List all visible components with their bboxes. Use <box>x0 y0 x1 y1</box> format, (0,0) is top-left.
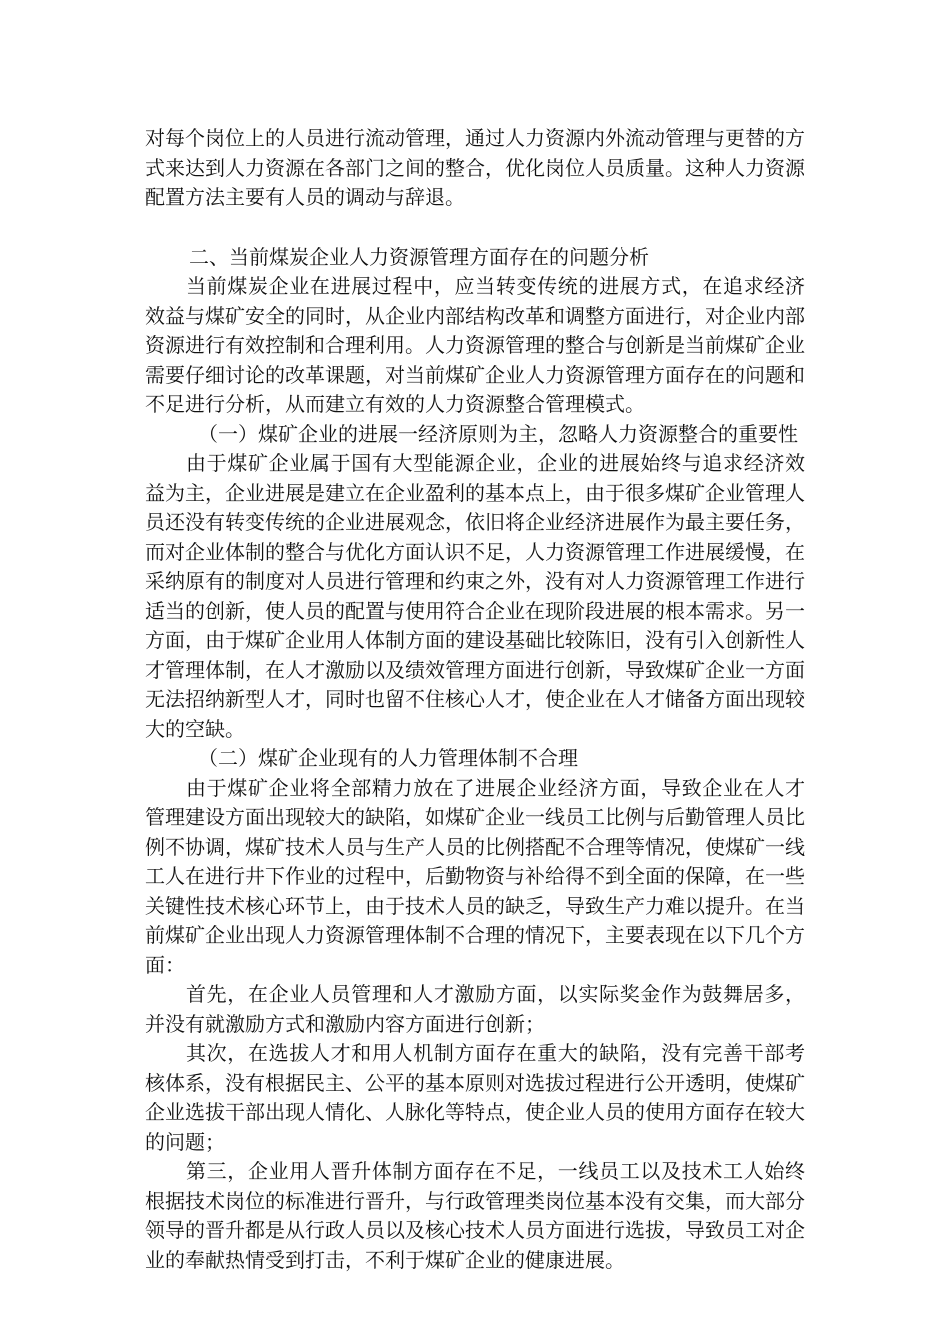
document-body <box>145 124 805 1275</box>
section-heading-2: 二、当前煤炭企业人力资源管理方面存在的问题分析 <box>189 244 649 269</box>
section-2-intro-paragraph: 当前煤炭企业在进展过程中，应当转变传统的进展方式，在追求经济效益与煤矿安全的同时，从企业内部结构改革和调整方面进行，对企业内部资源进行有效控制和合理利用。人力资源管理的整合与创新是当前煤矿企业需要仔细讨论的改革课题，对当前煤矿企业人力资源管理方面存在的问题和不足进行分析，从而建立有效的人力资源整合管理模式。 <box>145 274 805 416</box>
paragraph-intro-continuation: 对每个岗位上的人员进行流动管理，通过人力资源内外流动管理与更替的方式来达到人力资源在各部门之间的整合，优化岗位人员质量。这种人力资源配置方法主要有人员的调动与辞退。 <box>145 126 805 209</box>
subsection-2-paragraph: 由于煤矿企业将全部精力放在了进展企业经济方面，导致企业在人才管理建设方面出现较大的缺陷，如煤矿企业一线员工比例与后勤管理人员比例不协调，煤矿技术人员与生产人员的比例搭配不合理等情况，使煤矿一线工人在进行井下作业的过程中，后勤物资与补给得不到全面的保障，在一些关键性技术核心环节上，由于技术人员的缺乏，导致生产力难以提升。在当前煤矿企业出现人力资源管理体制不合理的情况下，主要表现在以下几个方面： <box>145 775 805 977</box>
paragraph-spacer <box>145 213 805 243</box>
subsection-1-paragraph: 由于煤矿企业属于国有大型能源企业，企业的进展始终与追求经济效益为主，企业进展是建立在企业盈利的基本点上，由于很多煤矿企业管理人员还没有转变传统的企业进展观念，依旧将企业经济进展作为最主要任务，而对企业体制的整合与优化方面认识不足，人力资源管理工作进展缓慢，在采纳原有的制度对人员进行管理和约束之外，没有对人力资源管理工作进行适当的创新，使人员的配置与使用符合企业在现阶段进展的根本需求。另一方面，由于煤矿企业用人体制方面的建设基础比较陈旧，没有引入创新性人才管理体制，在人才激励以及绩效管理方面进行创新，导致煤矿企业一方面无法招纳新型人才，同时也留不住核心人才，使企业在人才储备方面出现较大的空缺。 <box>145 451 805 741</box>
point-first-paragraph: 首先，在企业人员管理和人才激励方面，以实际奖金作为鼓舞居多，并没有就激励方式和激励内容方面进行创新； <box>145 982 805 1036</box>
point-second-paragraph: 其次，在选拔人才和用人机制方面存在重大的缺陷，没有完善干部考核体系，没有根据民主、公平的基本原则对选拔过程进行公开透明，使煤矿企业选拔干部出现人情化、人脉化等特点，使企业人员的使用方面存在较大的问题； <box>145 1041 805 1154</box>
subsection-heading-2: （二）煤矿企业现有的人力管理体制不合理 <box>198 746 578 770</box>
point-third-paragraph: 第三，企业用人晋升体制方面存在不足，一线员工以及技术工人始终根据技术岗位的标准进行晋升，与行政管理类岗位基本没有交集，而大部分领导的晋升都是从行政人员以及核心技术人员方面进行选拔，导致员工对企业的奉献热情受到打击，不利于煤矿企业的健康进展。 <box>145 1159 805 1272</box>
subsection-heading-1: （一）煤矿企业的进展一经济原则为主，忽略人力资源整合的重要性 <box>198 421 798 446</box>
